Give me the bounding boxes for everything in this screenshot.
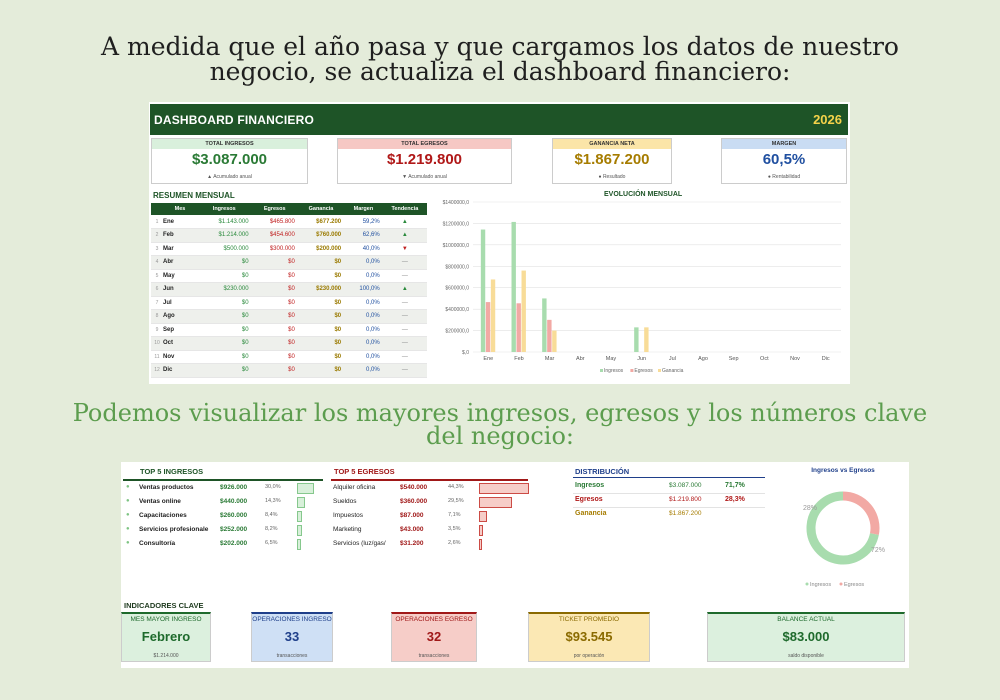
month-egresos: $454.600 [252, 229, 298, 243]
month-egresos: $0 [252, 256, 298, 270]
indicator-label: BALANCE ACTUAL [777, 616, 835, 623]
dashboard-header [150, 104, 848, 135]
month-index: 4 [151, 256, 163, 270]
distribucion-percent: 71,7% [725, 482, 745, 489]
y-tick-label: $1200000,0 [442, 221, 469, 228]
kpi-value: $1.219.800 [386, 151, 463, 168]
month-tendencia: ▲ [383, 229, 427, 243]
item-percent: 14,3% [265, 498, 281, 504]
item-share-bar [479, 539, 482, 550]
indicator-label: OPERACIONES INGRESO [252, 616, 332, 623]
month-margen: 0,0% [344, 269, 383, 283]
x-tick-label: May [605, 356, 617, 362]
indicator-card [391, 612, 477, 662]
month-ingresos: $1.214.000 [197, 229, 252, 243]
month-ingresos: $0 [197, 256, 252, 270]
month-name: Ene [163, 215, 197, 229]
month-index: 1 [151, 215, 163, 229]
table-row [151, 350, 427, 364]
legend-label: Egresos [844, 582, 865, 588]
month-ingresos: $0 [197, 364, 252, 378]
distribucion-percent: 28,3% [725, 496, 745, 503]
indicator-label: TICKET PROMEDIO [558, 616, 620, 623]
kpi-value: 60,5% [762, 151, 806, 168]
month-tendencia: ▲ [383, 283, 427, 297]
month-egresos: $0 [252, 350, 298, 364]
month-tendencia: — [383, 364, 427, 378]
month-egresos: $0 [252, 364, 298, 378]
item-value: $540.000 [400, 484, 428, 491]
headline-middle-line1: Podemos visualizar los mayores ingresos, egresos y los números clave [72, 399, 928, 427]
month-index: 6 [151, 283, 163, 297]
item-name: Sueldos [333, 498, 357, 505]
list-item [333, 524, 533, 537]
key-numbers-panel [121, 462, 909, 668]
item-name: Capacitaciones [139, 512, 187, 519]
table-row [151, 323, 427, 337]
month-ganancia: $0 [298, 350, 344, 364]
item-value: $31.200 [400, 540, 424, 547]
headline-middle-line2: del negocio: [426, 422, 574, 450]
bullet-icon: ● [126, 540, 130, 546]
item-value: $252.000 [220, 526, 248, 533]
bar-egresos-feb [517, 303, 521, 352]
list-item [126, 510, 326, 523]
list-item [126, 538, 326, 551]
kpi-label: TOTAL INGRESOS [152, 139, 307, 149]
col-index [151, 203, 163, 215]
item-name: Servicios profesionale [139, 526, 209, 533]
monthly-summary-title: RESUMEN MENSUAL [153, 191, 235, 200]
month-name: Sep [163, 323, 197, 337]
kpi-label: MARGEN [722, 139, 846, 149]
table-row [151, 310, 427, 324]
legend-label: Ingresos [810, 582, 832, 588]
indicator-value: 32 [426, 629, 442, 644]
top5-egresos-title: TOP 5 EGRESOS [334, 467, 395, 476]
y-tick-label: $,0 [462, 350, 469, 356]
kpi-sub: ▲ Acumulado anual [207, 174, 252, 180]
month-name: Feb [163, 229, 197, 243]
month-ganancia: $0 [298, 269, 344, 283]
x-tick-label: Jul [668, 356, 676, 362]
item-share-bar [297, 483, 314, 494]
bar-ganancia-ene [491, 279, 495, 352]
legend-swatch [840, 583, 843, 586]
top5-ingresos-underline [123, 479, 323, 481]
donut-label-ingresos: 72% [871, 547, 886, 554]
row-divider [573, 507, 765, 508]
month-tendencia: — [383, 256, 427, 270]
x-tick-label: Jun [637, 356, 647, 362]
item-share-bar [479, 483, 529, 494]
month-margen: 0,0% [344, 337, 383, 351]
item-share-bar [297, 539, 301, 550]
item-percent: 8,2% [265, 526, 278, 532]
table-row [151, 269, 427, 283]
indicator-sub: transacciones [418, 653, 450, 659]
item-percent: 7,1% [448, 512, 461, 518]
indicator-value: $93.545 [565, 629, 613, 644]
x-tick-label: Feb [514, 356, 524, 362]
month-name: Dic [163, 364, 197, 378]
list-item [333, 482, 533, 495]
legend-swatch [630, 369, 633, 372]
ingresos-vs-egresos-chart [781, 462, 905, 598]
x-tick-label: Oct [760, 356, 769, 362]
month-index: 7 [151, 296, 163, 310]
bar-ganancia-mar [552, 331, 556, 352]
item-value: $360.000 [400, 498, 428, 505]
kpi-total-ingresos [151, 138, 308, 184]
item-name: Marketing [333, 526, 362, 533]
item-percent: 2,6% [448, 540, 461, 546]
kpi-sub: ▼ Acumulado anual [402, 174, 447, 180]
kpi-label: TOTAL EGRESOS [338, 139, 511, 149]
month-index: 9 [151, 323, 163, 337]
donut-title: Ingresos vs Egresos [811, 467, 875, 474]
indicator-value: Febrero [141, 629, 191, 644]
distribucion-label: Ingresos [575, 482, 605, 489]
month-name: Oct [163, 337, 197, 351]
item-percent: 44,3% [448, 484, 464, 490]
dashboard-year: 2026 [813, 112, 842, 127]
list-item [333, 538, 533, 551]
bar-ganancia-jun [644, 327, 648, 352]
month-name: Ago [163, 310, 197, 324]
month-ingresos: $0 [197, 296, 252, 310]
list-item [126, 482, 326, 495]
indicadores-title: INDICADORES CLAVE [124, 601, 204, 610]
item-value: $43.000 [400, 526, 424, 533]
bar-ingresos-jun [634, 327, 638, 352]
item-name: Impuestos [333, 512, 363, 519]
item-share-bar [479, 511, 487, 522]
month-ganancia: $0 [298, 296, 344, 310]
distribucion-title: DISTRIBUCIÓN [575, 467, 630, 476]
legend-swatch [600, 369, 603, 372]
col-egresos: Egresos [252, 203, 298, 215]
indicator-card [121, 612, 211, 662]
month-index: 3 [151, 242, 163, 256]
item-name: Ventas online [139, 498, 181, 505]
month-ingresos: $0 [197, 269, 252, 283]
kpi-value: $3.087.000 [191, 151, 268, 168]
headline-top-line2: negocio, se actualiza el dashboard financiero: [209, 57, 791, 86]
item-share-bar [479, 525, 483, 536]
month-egresos: $0 [252, 337, 298, 351]
month-egresos: $0 [252, 283, 298, 297]
month-index: 2 [151, 229, 163, 243]
headline-top-line1: A medida que el año pasa y que cargamos los datos de nuestro [101, 32, 899, 61]
item-percent: 3,5% [448, 526, 461, 532]
month-ingresos: $500.000 [197, 242, 252, 256]
bar-ingresos-ene [481, 230, 485, 352]
table-row [151, 242, 427, 256]
month-egresos: $0 [252, 323, 298, 337]
legend-label: Egresos [634, 368, 653, 374]
indicator-value: 33 [284, 629, 300, 644]
chart-title: EVOLUCIÓN MENSUAL [604, 191, 683, 198]
dashboard-panel [149, 102, 850, 384]
month-ganancia: $0 [298, 337, 344, 351]
item-name: Alquiler oficina [333, 484, 376, 491]
table-row [151, 283, 427, 297]
top5-ingresos-list [126, 482, 326, 552]
month-ganancia: $0 [298, 310, 344, 324]
month-tendencia: — [383, 296, 427, 310]
bar-egresos-ene [486, 302, 490, 352]
month-margen: 62,6% [344, 229, 383, 243]
x-tick-label: Nov [790, 356, 800, 362]
item-value: $202.000 [220, 540, 248, 547]
month-egresos: $300.000 [252, 242, 298, 256]
month-tendencia: ▲ [383, 215, 427, 229]
month-egresos: $465.800 [252, 215, 298, 229]
kpi-total-egresos [337, 138, 512, 184]
col-ganancia: Ganancia [298, 203, 344, 215]
item-name: Ventas productos [139, 484, 194, 491]
bullet-icon: ● [126, 526, 130, 532]
legend-label: Ingresos [604, 368, 624, 374]
legend-swatch [806, 583, 809, 586]
month-index: 5 [151, 269, 163, 283]
month-ingresos: $230.000 [197, 283, 252, 297]
table-row [151, 256, 427, 270]
month-tendencia: — [383, 269, 427, 283]
month-ganancia: $200.000 [298, 242, 344, 256]
table-header-row [151, 203, 427, 215]
distribucion-value: $1.219.800 [669, 496, 702, 503]
x-tick-label: Ago [698, 356, 708, 362]
month-margen: 0,0% [344, 323, 383, 337]
x-tick-label: Mar [544, 356, 555, 362]
indicator-sub: $1.214.000 [153, 653, 179, 659]
table-row [151, 364, 427, 378]
indicator-sub: saldo disponible [788, 653, 824, 659]
y-tick-label: $400000,0 [445, 307, 469, 314]
bullet-icon: ● [126, 484, 130, 490]
donut-slice-egresos [843, 496, 875, 534]
month-tendencia: — [383, 337, 427, 351]
kpi-margen [721, 138, 847, 184]
bullet-icon: ● [126, 512, 130, 518]
month-ganancia: $230.000 [298, 283, 344, 297]
month-margen: 59,2% [344, 215, 383, 229]
item-value: $260.000 [220, 512, 248, 519]
list-item [333, 496, 533, 509]
distribucion-label: Egresos [575, 496, 603, 503]
y-tick-label: $1400000,0 [442, 200, 469, 206]
item-name: Consultoría [139, 540, 176, 547]
row-divider [573, 493, 765, 494]
month-index: 12 [151, 364, 163, 378]
col-margen: Margen [344, 203, 383, 215]
month-name: May [163, 269, 197, 283]
indicator-sub: por operación [573, 653, 605, 659]
list-item [333, 510, 533, 523]
month-index: 11 [151, 350, 163, 364]
bar-egresos-mar [547, 320, 551, 352]
item-percent: 30,0% [265, 484, 281, 490]
kpi-sub: ● Resultado [598, 174, 626, 180]
legend-label: Ganancia [662, 368, 684, 374]
bullet-icon: ● [126, 498, 130, 504]
month-margen: 0,0% [344, 296, 383, 310]
month-egresos: $0 [252, 296, 298, 310]
legend-swatch [658, 369, 661, 372]
col-ingresos: Ingresos [197, 203, 252, 215]
month-tendencia: — [383, 350, 427, 364]
table-row [151, 296, 427, 310]
monthly-summary-body [151, 215, 427, 377]
dashboard-title: DASHBOARD FINANCIERO [154, 113, 314, 127]
item-share-bar [297, 497, 305, 508]
month-margen: 0,0% [344, 310, 383, 324]
indicator-sub: transacciones [276, 653, 308, 659]
item-percent: 8,4% [265, 512, 278, 518]
month-margen: 0,0% [344, 256, 383, 270]
indicator-card [528, 612, 650, 662]
month-index: 8 [151, 310, 163, 324]
month-tendencia: ▼ [383, 242, 427, 256]
month-ingresos: $0 [197, 337, 252, 351]
kpi-sub: ● Rentabilidad [767, 174, 801, 180]
headline-middle [0, 399, 1000, 450]
kpi-value: $1.867.200 [574, 151, 650, 168]
month-name: Jun [163, 283, 197, 297]
item-value: $440.000 [220, 498, 248, 505]
x-tick-label: Ene [483, 356, 494, 362]
month-ingresos: $0 [197, 310, 252, 324]
indicator-label: OPERACIONES EGRESO [395, 616, 473, 623]
month-index: 10 [151, 337, 163, 351]
item-share-bar [479, 497, 512, 508]
distribucion-value: $1.867.200 [669, 510, 702, 517]
indicator-label: MES MAYOR INGRESO [130, 616, 202, 623]
bar-ingresos-mar [542, 298, 546, 352]
x-tick-label: Dic [821, 356, 830, 362]
month-egresos: $0 [252, 269, 298, 283]
distribucion-value: $3.087.000 [669, 482, 702, 489]
kpi-ganancia-neta [552, 138, 672, 184]
y-tick-label: $1000000,0 [442, 242, 469, 249]
indicator-card [707, 612, 905, 662]
distribucion-underline [573, 477, 765, 478]
item-share-bar [297, 511, 302, 522]
item-name: Servicios (luz/gas/ [333, 540, 386, 547]
distribucion-label: Ganancia [575, 510, 607, 517]
top5-egresos-underline [331, 479, 528, 481]
top5-ingresos-title: TOP 5 INGRESOS [140, 467, 204, 476]
item-value: $87.000 [400, 512, 424, 519]
month-tendencia: — [383, 323, 427, 337]
bar-ganancia-feb [522, 271, 526, 352]
top5-egresos-list [333, 482, 533, 552]
month-name: Mar [163, 242, 197, 256]
x-tick-label: Sep [728, 356, 739, 362]
item-share-bar [297, 525, 302, 536]
month-ingresos: $0 [197, 323, 252, 337]
bar-ingresos-feb [512, 222, 516, 352]
table-row [151, 229, 427, 243]
col-mes: Mes [163, 203, 197, 215]
month-margen: 100,0% [344, 283, 383, 297]
x-tick-label: Abr [576, 356, 585, 362]
monthly-evolution-chart [435, 190, 845, 382]
month-margen: 0,0% [344, 350, 383, 364]
donut-label-egresos: 28% [803, 505, 818, 512]
table-row [151, 337, 427, 351]
month-egresos: $0 [252, 310, 298, 324]
indicator-card [251, 612, 333, 662]
monthly-summary-table [151, 203, 427, 378]
item-percent: 29,5% [448, 498, 464, 504]
month-margen: 0,0% [344, 364, 383, 378]
headline-top [0, 34, 1000, 84]
y-tick-label: $200000,0 [445, 328, 469, 335]
month-ganancia: $0 [298, 323, 344, 337]
month-margen: 40,0% [344, 242, 383, 256]
month-ganancia: $760.000 [298, 229, 344, 243]
month-tendencia: — [383, 310, 427, 324]
month-ingresos: $1.143.000 [197, 215, 252, 229]
table-row [151, 215, 427, 229]
month-ganancia: $677.200 [298, 215, 344, 229]
list-item [126, 496, 326, 509]
month-ingresos: $0 [197, 350, 252, 364]
list-item [126, 524, 326, 537]
month-ganancia: $0 [298, 364, 344, 378]
indicator-value: $83.000 [782, 629, 830, 644]
month-ganancia: $0 [298, 256, 344, 270]
y-tick-label: $600000,0 [445, 285, 469, 292]
item-value: $926.000 [220, 484, 248, 491]
col-tendencia: Tendencia [383, 203, 427, 215]
item-percent: 6,5% [265, 540, 278, 546]
month-name: Nov [163, 350, 197, 364]
kpi-label: GANANCIA NETA [553, 139, 671, 149]
month-name: Abr [163, 256, 197, 270]
y-tick-label: $800000,0 [445, 264, 469, 271]
month-name: Jul [163, 296, 197, 310]
